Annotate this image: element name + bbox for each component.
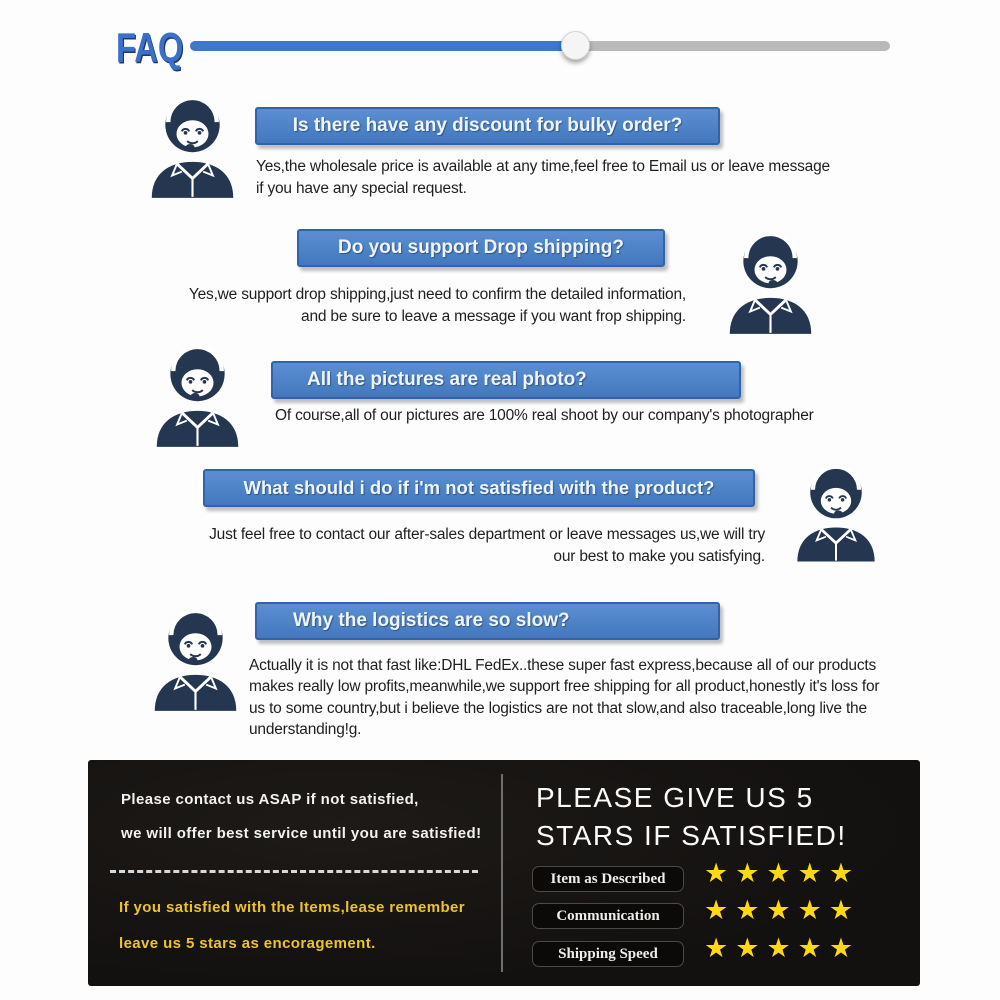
answer-line: Yes,we support drop shipping,just need to confirm the detailed information, bbox=[188, 286, 686, 303]
answer-line: us to some country,but i believe the logistics are not that slow,and also traceable,long live the bbox=[249, 699, 867, 717]
support-agent-icon bbox=[722, 223, 819, 336]
question-banner bbox=[255, 107, 720, 145]
answer-text bbox=[249, 655, 879, 740]
answer-line: and be sure to leave a message if you want frop shipping. bbox=[301, 307, 686, 325]
rating-label-text: Communication bbox=[556, 907, 660, 924]
answer-line: Actually it is not that fast like:DHL FedEx..these super fast express,because all of our products bbox=[249, 657, 877, 674]
rating-label-communication bbox=[532, 903, 684, 929]
support-agent-icon bbox=[149, 336, 246, 449]
rating-label-shipping-speed bbox=[532, 941, 684, 967]
answer-text bbox=[256, 156, 830, 199]
answer-line: makes really low profits,meanwhile,we support free shipping for all product,honestly it's loss for bbox=[249, 678, 880, 696]
question-text: Why the logistics are so slow? bbox=[293, 610, 570, 631]
footer-banner bbox=[88, 760, 920, 986]
star-rating: ★★★★★ bbox=[704, 933, 861, 963]
answer-line: understanding!g. bbox=[249, 720, 362, 738]
five-stars-heading: STARS IF SATISFIED! bbox=[536, 820, 847, 851]
page-title: FAQ bbox=[116, 24, 184, 71]
progress-slider[interactable] bbox=[190, 41, 890, 51]
support-agent-icon bbox=[790, 456, 882, 564]
question-text: What should i do if i'm not satisfied with the product? bbox=[243, 477, 715, 498]
five-stars-heading: PLEASE GIVE US 5 bbox=[536, 782, 814, 813]
rating-label-item-as-described bbox=[532, 866, 684, 892]
slider-thumb[interactable] bbox=[561, 31, 590, 60]
answer-text bbox=[189, 284, 686, 327]
question-banner bbox=[271, 361, 741, 399]
star-rating: ★★★★★ bbox=[704, 858, 861, 888]
star-rating: ★★★★★ bbox=[704, 895, 861, 925]
dashed-divider bbox=[110, 870, 478, 873]
answer-line: if you have any special request. bbox=[256, 179, 467, 197]
answer-line: our best to make you satisfying. bbox=[553, 547, 765, 565]
slider-fill bbox=[190, 41, 576, 51]
question-banner bbox=[297, 229, 665, 267]
answer-text bbox=[275, 405, 814, 427]
support-agent-icon bbox=[144, 87, 241, 200]
footer-encouragement-line: leave us 5 stars as encoragement. bbox=[119, 935, 376, 952]
question-banner bbox=[255, 602, 720, 640]
answer-line: Yes,the wholesale price is available at any time,feel free to Email us or leave message bbox=[256, 158, 830, 175]
footer-service-line: we will offer best service until you are satisfied! bbox=[121, 825, 482, 842]
footer-contact-line: Please contact us ASAP if not satisfied, bbox=[121, 791, 419, 808]
question-text: All the pictures are real photo? bbox=[307, 369, 587, 390]
vertical-divider bbox=[501, 774, 503, 972]
footer-stars-request-line: If you satisfied with the Items,lease remember bbox=[119, 899, 466, 916]
support-agent-icon bbox=[147, 600, 244, 713]
rating-label-text: Shipping Speed bbox=[558, 945, 658, 962]
answer-line: Of course,all of our pictures are 100% real shoot by our company's photographer bbox=[275, 407, 814, 424]
answer-text bbox=[209, 524, 765, 567]
answer-line: Just feel free to contact our after-sales department or leave messages us,we will try bbox=[209, 526, 765, 543]
question-text: Is there have any discount for bulky order? bbox=[292, 115, 683, 136]
question-banner bbox=[203, 469, 755, 507]
question-text: Do you support Drop shipping? bbox=[337, 237, 625, 258]
rating-label-text: Item as Described bbox=[550, 870, 666, 887]
